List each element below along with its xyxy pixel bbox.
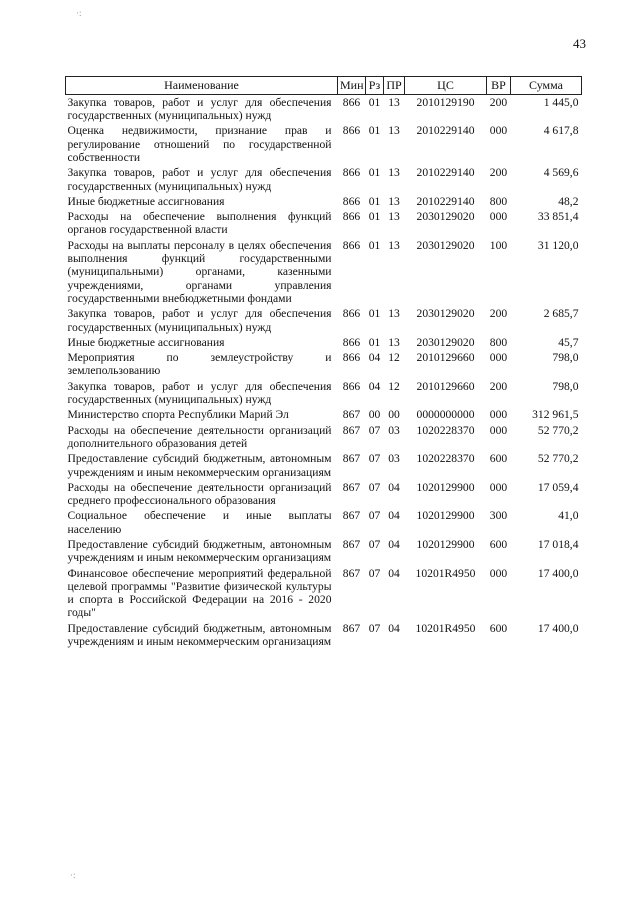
table-row	[66, 480, 582, 509]
row-pr-cell: 00	[388, 408, 400, 422]
row-cs-cell: 1020228370	[416, 452, 475, 466]
row-name-cell: Предоставление субсидий бюджетным, автономным учреждениям и иным некоммерческим организациям	[67, 538, 332, 565]
scan-mark-top: ·:	[76, 8, 82, 18]
row-vr-cell: 000	[489, 566, 508, 580]
row-sum-cell: 41,0	[558, 509, 579, 523]
row-pr-cell: 12	[388, 379, 400, 393]
row-pr-cell: 13	[388, 307, 400, 321]
row-pr-cell: 04	[388, 480, 400, 494]
row-vr-cell: 200	[489, 307, 508, 321]
row-min-cell: 867	[342, 538, 361, 551]
row-sum-cell: 33 851,4	[537, 210, 579, 224]
row-cs-cell: 2010229140	[416, 194, 475, 208]
row-name-cell: Оценка недвижимости, признание прав и регулирование отношений по государственной собственности	[67, 124, 332, 164]
row-sum-cell: 52 770,2	[537, 423, 579, 437]
row-vr-cell: 200	[489, 95, 508, 109]
row-rz-cell: 01	[368, 95, 381, 109]
row-sum-cell: 2 685,7	[543, 307, 579, 321]
row-min-cell: 866	[342, 238, 361, 252]
table-row	[66, 509, 582, 538]
table-row	[66, 210, 582, 239]
row-cs-cell: 1020129900	[416, 509, 475, 523]
row-rz-cell: 07	[368, 621, 381, 635]
row-min-cell: 866	[342, 379, 361, 393]
table-row	[66, 379, 582, 408]
row-min-cell: 867	[342, 423, 361, 437]
row-sum-cell: 17 059,4	[537, 480, 579, 494]
row-rz-cell: 01	[368, 238, 381, 252]
row-sum-cell: 45,7	[558, 335, 579, 349]
row-rz-cell: 01	[368, 166, 381, 180]
row-cs-cell: 2010229140	[416, 166, 475, 180]
row-min-cell: 866	[342, 166, 361, 180]
row-rz-cell: 07	[368, 480, 381, 494]
row-name-cell: Финансовое обеспечение мероприятий федеральной целевой программы "Развитие физической культуры и спорта в Российской Федерации на 2016 - 2020 годы"	[67, 566, 332, 620]
header-rz: Рз	[366, 77, 384, 95]
table-row	[66, 335, 582, 350]
row-cs-cell: 2010229140	[416, 124, 475, 138]
row-cs-cell: 2030129020	[416, 307, 475, 321]
row-rz-cell: 07	[368, 452, 381, 466]
row-rz-cell: 04	[368, 379, 381, 393]
row-min-cell: 866	[342, 210, 361, 224]
row-name-cell: Иные бюджетные ассигнования	[67, 194, 225, 208]
row-cs-cell: 0000000000	[416, 408, 475, 422]
page-number: 43	[573, 36, 586, 51]
row-name-cell: Расходы на обеспечение деятельности организаций дополнительного образования детей	[67, 423, 332, 450]
row-sum-cell: 4 569,6	[543, 166, 579, 180]
table-body	[66, 95, 582, 650]
row-name-cell: Предоставление субсидий бюджетным, автономным учреждениям и иным некоммерческим организациям	[67, 452, 332, 479]
row-min-cell: 866	[342, 194, 361, 208]
row-pr-cell: 13	[388, 95, 400, 109]
row-pr-cell: 13	[388, 210, 400, 224]
row-rz-cell: 01	[368, 335, 381, 349]
row-vr-cell: 000	[489, 351, 508, 365]
row-min-cell: 867	[342, 452, 361, 466]
table-row	[66, 408, 582, 423]
table-row	[66, 423, 582, 452]
row-min-cell: 866	[342, 124, 361, 138]
row-vr-cell: 600	[489, 621, 508, 635]
row-vr-cell: 000	[489, 480, 508, 494]
table-row	[66, 238, 582, 306]
header-min: Мин	[338, 77, 366, 95]
row-name-cell: Расходы на выплаты персоналу в целях обеспечения выполнения функций государственными (муниципальными) органами, казенными учреждениями, органами управления государственными внебюджетными фондами	[67, 238, 332, 305]
row-rz-cell: 07	[368, 538, 381, 551]
row-pr-cell: 04	[388, 566, 400, 580]
row-pr-cell: 03	[388, 423, 400, 437]
row-min-cell: 867	[342, 408, 361, 422]
row-vr-cell: 600	[489, 452, 508, 466]
row-min-cell: 866	[342, 335, 361, 349]
row-cs-cell: 2010129660	[416, 351, 475, 365]
row-sum-cell: 798,0	[552, 379, 579, 393]
row-name-cell: Закупка товаров, работ и услуг для обеспечения государственных (муниципальных) нужд	[67, 379, 332, 407]
table-row	[66, 194, 582, 209]
header-vr: ВР	[487, 77, 511, 95]
scan-mark-bottom: ·:	[70, 870, 76, 880]
row-rz-cell: 04	[368, 351, 381, 365]
table-row	[66, 452, 582, 481]
row-sum-cell: 4 617,8	[543, 124, 579, 138]
row-sum-cell: 48,2	[558, 194, 579, 208]
row-name-cell: Закупка товаров, работ и услуг для обеспечения государственных (муниципальных) нужд	[67, 166, 332, 193]
row-min-cell: 867	[342, 480, 361, 494]
row-vr-cell: 300	[489, 509, 508, 523]
row-pr-cell: 13	[388, 194, 400, 208]
header-sum: Сумма	[511, 77, 582, 95]
table-row	[66, 566, 582, 621]
row-sum-cell: 798,0	[552, 351, 579, 365]
row-pr-cell: 13	[388, 335, 400, 349]
table-row	[66, 621, 582, 650]
row-pr-cell: 13	[388, 238, 400, 252]
row-pr-cell: 12	[388, 351, 400, 365]
row-pr-cell: 04	[388, 509, 400, 523]
row-name-cell: Социальное обеспечение и иные выплаты населению	[67, 509, 332, 536]
row-cs-cell: 2030129020	[416, 238, 475, 252]
row-sum-cell: 52 770,2	[537, 452, 579, 466]
row-sum-cell: 31 120,0	[537, 238, 579, 252]
row-cs-cell: 1020129900	[416, 538, 475, 551]
row-cs-cell: 10201R4950	[415, 621, 476, 635]
row-rz-cell: 01	[368, 124, 381, 138]
row-pr-cell: 13	[388, 166, 400, 180]
row-pr-cell: 04	[388, 538, 400, 551]
row-name-cell: Закупка товаров, работ и услуг для обеспечения государственных (муниципальных) нужд	[67, 307, 332, 334]
row-vr-cell: 800	[489, 194, 508, 208]
row-cs-cell: 2030129020	[416, 210, 475, 224]
row-name-cell: Расходы на обеспечение выполнения функций органов государственной власти	[67, 210, 332, 237]
budget-table	[65, 76, 582, 650]
row-sum-cell: 17 018,4	[537, 538, 579, 551]
row-name-cell: Предоставление субсидий бюджетным, автономным учреждениям и иным некоммерческим организациям	[67, 621, 332, 649]
row-min-cell: 866	[342, 95, 361, 109]
row-min-cell: 867	[342, 509, 361, 523]
table-row	[66, 538, 582, 567]
row-vr-cell: 600	[489, 538, 508, 551]
row-sum-cell: 1 445,0	[543, 95, 579, 109]
row-min-cell: 866	[342, 307, 361, 321]
row-rz-cell: 07	[368, 509, 381, 523]
table-row	[66, 307, 582, 336]
table-row	[66, 166, 582, 195]
row-cs-cell: 2010129660	[416, 379, 475, 393]
row-name-cell: Расходы на обеспечение деятельности организаций среднего профессионального образования	[67, 480, 332, 508]
row-min-cell: 867	[342, 566, 361, 580]
header-name: Наименование	[66, 77, 338, 95]
row-rz-cell: 01	[368, 307, 381, 321]
row-rz-cell: 07	[368, 423, 381, 437]
row-vr-cell: 000	[489, 124, 508, 138]
row-vr-cell: 000	[489, 408, 508, 422]
row-name-cell: Закупка товаров, работ и услуг для обеспечения государственных (муниципальных) нужд	[67, 95, 332, 123]
row-vr-cell: 000	[489, 210, 508, 224]
row-cs-cell: 2010129190	[416, 95, 475, 109]
table-row	[66, 95, 582, 124]
row-min-cell: 866	[342, 351, 361, 365]
row-pr-cell: 13	[388, 124, 400, 138]
row-sum-cell: 17 400,0	[537, 621, 579, 635]
table-row	[66, 124, 582, 166]
row-vr-cell: 800	[489, 335, 508, 349]
row-cs-cell: 1020228370	[416, 423, 475, 437]
row-vr-cell: 200	[489, 166, 508, 180]
row-vr-cell: 000	[489, 423, 508, 437]
row-name-cell: Мероприятия по землеустройству и землепользованию	[67, 351, 332, 378]
row-vr-cell: 200	[489, 379, 508, 393]
header-pr: ПР	[384, 77, 405, 95]
row-rz-cell: 01	[368, 210, 381, 224]
row-vr-cell: 100	[489, 238, 508, 252]
row-cs-cell: 10201R4950	[415, 566, 476, 580]
row-pr-cell: 04	[388, 621, 400, 635]
row-sum-cell: 312 961,5	[532, 408, 579, 422]
row-cs-cell: 2030129020	[416, 335, 475, 349]
row-rz-cell: 00	[368, 408, 381, 422]
row-rz-cell: 07	[368, 566, 381, 580]
row-name-cell: Министерство спорта Республики Марий Эл	[67, 408, 289, 422]
row-min-cell: 867	[342, 621, 361, 635]
row-pr-cell: 03	[388, 452, 400, 466]
table-header-row	[66, 77, 582, 95]
row-cs-cell: 1020129900	[416, 480, 475, 494]
row-rz-cell: 01	[368, 194, 381, 208]
row-sum-cell: 17 400,0	[537, 566, 579, 580]
row-name-cell: Иные бюджетные ассигнования	[67, 335, 225, 349]
header-cs: ЦС	[405, 77, 487, 95]
table-row	[66, 351, 582, 380]
